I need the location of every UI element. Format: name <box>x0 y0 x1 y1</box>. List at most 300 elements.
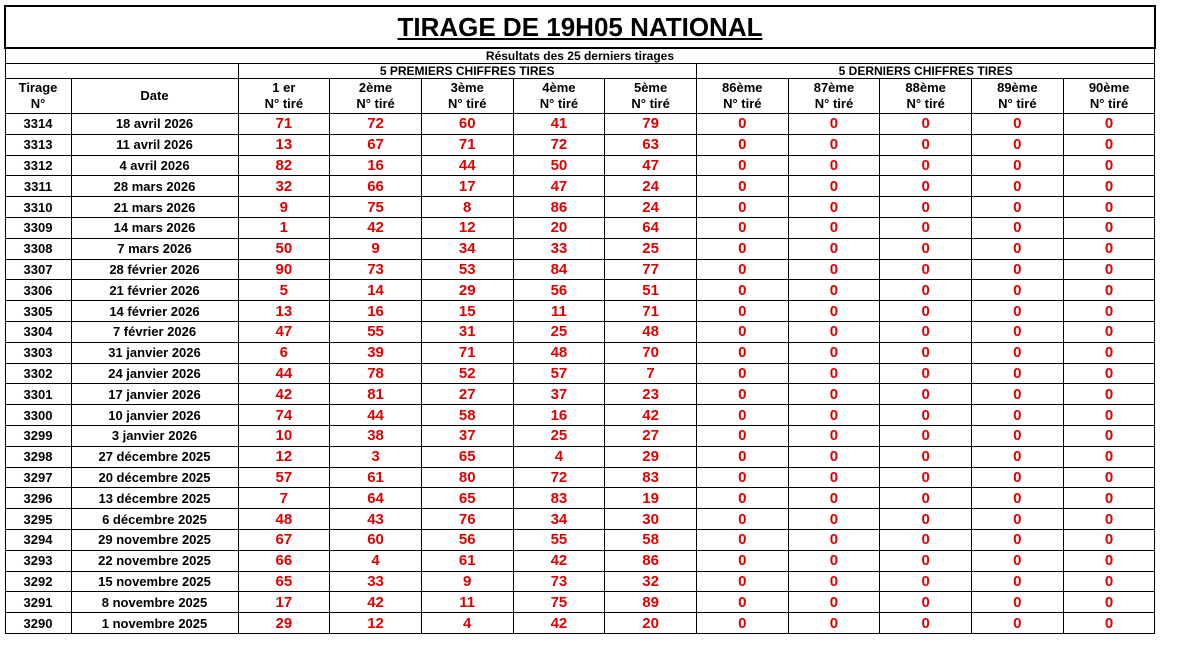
drawn-number: 0 <box>696 384 788 405</box>
drawn-number: 7 <box>238 488 330 509</box>
drawn-number: 0 <box>1063 301 1155 322</box>
header-col-label: N° tiré <box>356 96 395 111</box>
drawn-number: 11 <box>513 301 605 322</box>
drawn-number: 6 <box>238 342 330 363</box>
drawn-number: 71 <box>238 114 330 135</box>
draw-date: 14 mars 2026 <box>71 217 238 238</box>
drawn-number: 29 <box>238 613 330 634</box>
drawn-number: 27 <box>605 425 697 446</box>
drawn-number: 0 <box>880 134 972 155</box>
drawn-number: 66 <box>238 550 330 571</box>
drawn-number: 44 <box>421 155 513 176</box>
draw-date: 27 décembre 2025 <box>71 446 238 467</box>
header-col-8 <box>880 79 972 114</box>
drawn-number: 31 <box>421 321 513 342</box>
drawn-number: 0 <box>880 571 972 592</box>
header-col-label: N° tiré <box>264 96 304 111</box>
drawn-number: 0 <box>880 321 972 342</box>
drawn-number: 32 <box>605 571 697 592</box>
draw-date: 15 novembre 2025 <box>71 571 238 592</box>
drawn-number: 0 <box>696 197 788 218</box>
drawn-number: 0 <box>880 342 972 363</box>
drawn-number: 77 <box>605 259 697 280</box>
tirage-number: 3312 <box>5 155 71 176</box>
drawn-number: 61 <box>421 550 513 571</box>
header-col-rank: 88ème <box>905 80 946 95</box>
drawn-number: 8 <box>421 197 513 218</box>
drawn-number: 0 <box>696 176 788 197</box>
header-col-label: N° tiré <box>998 96 1037 111</box>
drawn-number: 0 <box>788 446 880 467</box>
group-header-last: 5 DERNIERS CHIFFRES TIRES <box>696 64 1155 79</box>
drawn-number: 9 <box>330 238 422 259</box>
drawn-number: 0 <box>788 529 880 550</box>
table-row <box>5 363 1155 384</box>
drawn-number: 24 <box>605 197 697 218</box>
drawn-number: 63 <box>605 134 697 155</box>
drawn-number: 0 <box>696 550 788 571</box>
drawn-number: 38 <box>330 425 422 446</box>
page-title: TIRAGE DE 19H05 NATIONAL <box>5 6 1155 48</box>
header-col-rank: 86ème <box>722 80 763 95</box>
table-row <box>5 321 1155 342</box>
drawn-number: 13 <box>238 301 330 322</box>
tirage-number: 3291 <box>5 592 71 613</box>
table-row <box>5 301 1155 322</box>
drawn-number: 47 <box>513 176 605 197</box>
drawn-number: 0 <box>1063 571 1155 592</box>
drawn-number: 23 <box>605 384 697 405</box>
drawn-number: 75 <box>330 197 422 218</box>
drawn-number: 0 <box>696 134 788 155</box>
drawn-number: 10 <box>238 425 330 446</box>
header-col-label: N° tiré <box>448 96 487 111</box>
table-row <box>5 384 1155 405</box>
drawn-number: 11 <box>421 592 513 613</box>
drawn-number: 65 <box>421 446 513 467</box>
drawn-number: 0 <box>972 321 1064 342</box>
drawn-number: 13 <box>238 134 330 155</box>
drawn-number: 64 <box>330 488 422 509</box>
drawn-number: 0 <box>1063 529 1155 550</box>
drawn-number: 3 <box>330 446 422 467</box>
drawn-number: 84 <box>513 259 605 280</box>
tirage-number: 3301 <box>5 384 71 405</box>
drawn-number: 0 <box>696 592 788 613</box>
drawn-number: 0 <box>1063 446 1155 467</box>
drawn-number: 0 <box>972 529 1064 550</box>
drawn-number: 0 <box>696 467 788 488</box>
header-col-1 <box>238 79 330 114</box>
drawn-number: 0 <box>972 509 1064 530</box>
drawn-number: 34 <box>513 509 605 530</box>
drawn-number: 0 <box>696 613 788 634</box>
drawn-number: 16 <box>513 405 605 426</box>
drawn-number: 25 <box>605 238 697 259</box>
drawn-number: 67 <box>238 529 330 550</box>
header-tirage-line2: N° <box>30 96 46 111</box>
drawn-number: 60 <box>330 529 422 550</box>
drawn-number: 7 <box>605 363 697 384</box>
table-row <box>5 342 1155 363</box>
drawn-number: 0 <box>696 571 788 592</box>
drawn-number: 0 <box>788 405 880 426</box>
drawn-number: 0 <box>1063 384 1155 405</box>
drawn-number: 42 <box>238 384 330 405</box>
group-header-blank <box>5 64 238 79</box>
drawn-number: 0 <box>972 405 1064 426</box>
drawn-number: 53 <box>421 259 513 280</box>
drawn-number: 0 <box>788 155 880 176</box>
drawn-number: 81 <box>330 384 422 405</box>
table-row <box>5 425 1155 446</box>
drawn-number: 0 <box>972 301 1064 322</box>
drawn-number: 17 <box>421 176 513 197</box>
drawn-number: 0 <box>880 509 972 530</box>
header-col-label: N° tiré <box>814 96 854 111</box>
draw-date: 14 février 2026 <box>71 301 238 322</box>
tirage-number: 3311 <box>5 176 71 197</box>
drawn-number: 19 <box>605 488 697 509</box>
header-col-rank: 5ème <box>633 80 668 95</box>
drawn-number: 0 <box>972 280 1064 301</box>
drawn-number: 0 <box>788 197 880 218</box>
draw-date: 22 novembre 2025 <box>71 550 238 571</box>
drawn-number: 71 <box>421 342 513 363</box>
drawn-number: 43 <box>330 509 422 530</box>
header-col-3 <box>421 79 513 114</box>
drawn-number: 0 <box>972 384 1064 405</box>
drawn-number: 0 <box>972 488 1064 509</box>
drawn-number: 37 <box>421 425 513 446</box>
draw-date: 24 janvier 2026 <box>71 363 238 384</box>
table-row <box>5 529 1155 550</box>
drawn-number: 0 <box>972 467 1064 488</box>
drawn-number: 0 <box>788 613 880 634</box>
drawn-number: 66 <box>330 176 422 197</box>
drawn-number: 55 <box>330 321 422 342</box>
drawn-number: 9 <box>421 571 513 592</box>
drawn-number: 0 <box>696 446 788 467</box>
drawn-number: 51 <box>605 280 697 301</box>
drawn-number: 0 <box>696 238 788 259</box>
draw-date: 21 mars 2026 <box>71 197 238 218</box>
table-row <box>5 592 1155 613</box>
header-col-9 <box>972 79 1064 114</box>
drawn-number: 37 <box>513 384 605 405</box>
tirage-number: 3313 <box>5 134 71 155</box>
tirage-number: 3300 <box>5 405 71 426</box>
group-header-first: 5 PREMIERS CHIFFRES TIRES <box>238 64 696 79</box>
drawn-number: 86 <box>513 197 605 218</box>
drawn-number: 80 <box>421 467 513 488</box>
drawn-number: 0 <box>972 425 1064 446</box>
drawn-number: 0 <box>696 280 788 301</box>
drawn-number: 74 <box>238 405 330 426</box>
tirage-number: 3314 <box>5 114 71 135</box>
drawn-number: 0 <box>788 280 880 301</box>
drawn-number: 0 <box>1063 488 1155 509</box>
drawn-number: 0 <box>1063 550 1155 571</box>
drawn-number: 34 <box>421 238 513 259</box>
drawn-number: 0 <box>880 529 972 550</box>
drawn-number: 0 <box>880 467 972 488</box>
drawn-number: 16 <box>330 155 422 176</box>
tirage-number: 3298 <box>5 446 71 467</box>
draw-date: 29 novembre 2025 <box>71 529 238 550</box>
header-col-rank: 89ème <box>997 80 1038 95</box>
drawn-number: 0 <box>1063 197 1155 218</box>
table-row <box>5 571 1155 592</box>
drawn-number: 24 <box>605 176 697 197</box>
drawn-number: 0 <box>696 259 788 280</box>
drawn-number: 0 <box>696 509 788 530</box>
drawn-number: 0 <box>972 446 1064 467</box>
drawn-number: 0 <box>1063 405 1155 426</box>
drawn-number: 42 <box>605 405 697 426</box>
header-date: Date <box>71 79 238 114</box>
drawn-number: 0 <box>972 134 1064 155</box>
tirage-number: 3308 <box>5 238 71 259</box>
drawn-number: 0 <box>788 384 880 405</box>
drawn-number: 0 <box>696 321 788 342</box>
drawn-number: 0 <box>880 259 972 280</box>
drawn-number: 0 <box>788 321 880 342</box>
draw-date: 3 janvier 2026 <box>71 425 238 446</box>
tirage-number: 3292 <box>5 571 71 592</box>
table-row <box>5 550 1155 571</box>
drawn-number: 0 <box>1063 425 1155 446</box>
header-col-rank: 4ème <box>542 80 576 95</box>
drawn-number: 64 <box>605 217 697 238</box>
table-row <box>5 155 1155 176</box>
header-col-rank: 90ème <box>1088 80 1130 95</box>
drawn-number: 50 <box>513 155 605 176</box>
draw-date: 28 février 2026 <box>71 259 238 280</box>
drawn-number: 0 <box>880 114 972 135</box>
drawn-number: 83 <box>605 467 697 488</box>
header-col-label: N° tiré <box>631 96 670 111</box>
drawn-number: 57 <box>238 467 330 488</box>
header-col-label: N° tiré <box>1089 96 1129 111</box>
drawn-number: 0 <box>788 301 880 322</box>
drawn-number: 0 <box>696 217 788 238</box>
draw-date: 10 janvier 2026 <box>71 405 238 426</box>
drawn-number: 83 <box>513 488 605 509</box>
drawn-number: 29 <box>605 446 697 467</box>
draw-date: 20 décembre 2025 <box>71 467 238 488</box>
drawn-number: 73 <box>330 259 422 280</box>
drawn-number: 0 <box>972 550 1064 571</box>
drawn-number: 0 <box>788 217 880 238</box>
drawn-number: 4 <box>421 613 513 634</box>
drawn-number: 78 <box>330 363 422 384</box>
tirage-number: 3307 <box>5 259 71 280</box>
drawn-number: 12 <box>330 613 422 634</box>
draw-date: 17 janvier 2026 <box>71 384 238 405</box>
tirage-number: 3304 <box>5 321 71 342</box>
drawn-number: 50 <box>238 238 330 259</box>
header-col-2 <box>330 79 422 114</box>
drawn-number: 4 <box>513 446 605 467</box>
drawn-number: 0 <box>880 592 972 613</box>
drawn-number: 33 <box>513 238 605 259</box>
drawn-number: 0 <box>696 425 788 446</box>
header-col-rank: 2ème <box>358 80 393 95</box>
header-col-label: N° tiré <box>723 96 762 111</box>
drawn-number: 0 <box>788 238 880 259</box>
tirage-number: 3302 <box>5 363 71 384</box>
table-row <box>5 176 1155 197</box>
drawn-number: 42 <box>330 217 422 238</box>
drawn-number: 0 <box>972 238 1064 259</box>
drawn-number: 0 <box>972 114 1064 135</box>
drawn-number: 0 <box>972 217 1064 238</box>
drawn-number: 0 <box>788 509 880 530</box>
draw-date: 21 février 2026 <box>71 280 238 301</box>
drawn-number: 55 <box>513 529 605 550</box>
drawn-number: 0 <box>1063 176 1155 197</box>
table-row <box>5 613 1155 634</box>
drawn-number: 15 <box>421 301 513 322</box>
drawn-number: 9 <box>238 197 330 218</box>
table-row <box>5 509 1155 530</box>
drawn-number: 0 <box>696 114 788 135</box>
drawn-number: 56 <box>513 280 605 301</box>
drawn-number: 47 <box>605 155 697 176</box>
drawn-number: 61 <box>330 467 422 488</box>
drawn-number: 0 <box>788 592 880 613</box>
table-row <box>5 238 1155 259</box>
drawn-number: 0 <box>696 363 788 384</box>
drawn-number: 0 <box>880 405 972 426</box>
tirage-number: 3297 <box>5 467 71 488</box>
table-row <box>5 280 1155 301</box>
drawn-number: 0 <box>696 301 788 322</box>
drawn-number: 70 <box>605 342 697 363</box>
header-col-5 <box>605 79 697 114</box>
drawn-number: 65 <box>421 488 513 509</box>
drawn-number: 0 <box>788 176 880 197</box>
drawn-number: 0 <box>1063 363 1155 384</box>
drawn-number: 42 <box>513 550 605 571</box>
drawn-number: 0 <box>788 342 880 363</box>
drawn-number: 20 <box>513 217 605 238</box>
tirage-number: 3310 <box>5 197 71 218</box>
tirage-number: 3290 <box>5 613 71 634</box>
drawn-number: 0 <box>972 176 1064 197</box>
table-row <box>5 114 1155 135</box>
table-row <box>5 488 1155 509</box>
drawn-number: 4 <box>330 550 422 571</box>
drawn-number: 89 <box>605 592 697 613</box>
header-col-10 <box>1063 79 1155 114</box>
drawn-number: 60 <box>421 114 513 135</box>
header-col-label: N° tiré <box>906 96 945 111</box>
drawn-number: 0 <box>1063 259 1155 280</box>
header-tirage <box>5 79 71 114</box>
drawn-number: 48 <box>513 342 605 363</box>
header-col-4 <box>513 79 605 114</box>
tirage-number: 3293 <box>5 550 71 571</box>
header-col-6 <box>696 79 788 114</box>
drawn-number: 58 <box>421 405 513 426</box>
tirage-number: 3299 <box>5 425 71 446</box>
tirage-number: 3294 <box>5 529 71 550</box>
draw-date: 7 mars 2026 <box>71 238 238 259</box>
drawn-number: 0 <box>1063 467 1155 488</box>
drawn-number: 71 <box>605 301 697 322</box>
drawn-number: 0 <box>1063 155 1155 176</box>
drawn-number: 57 <box>513 363 605 384</box>
drawn-number: 0 <box>880 155 972 176</box>
drawn-number: 0 <box>1063 592 1155 613</box>
drawn-number: 0 <box>880 363 972 384</box>
drawn-number: 42 <box>513 613 605 634</box>
drawn-number: 27 <box>421 384 513 405</box>
drawn-number: 0 <box>972 342 1064 363</box>
drawn-number: 75 <box>513 592 605 613</box>
drawn-number: 0 <box>696 342 788 363</box>
results-body <box>5 114 1155 634</box>
drawn-number: 0 <box>880 425 972 446</box>
draw-date: 7 février 2026 <box>71 321 238 342</box>
draw-date: 4 avril 2026 <box>71 155 238 176</box>
header-col-rank: 87ème <box>813 80 855 95</box>
drawn-number: 12 <box>238 446 330 467</box>
drawn-number: 0 <box>972 592 1064 613</box>
draw-date: 28 mars 2026 <box>71 176 238 197</box>
drawn-number: 30 <box>605 509 697 530</box>
drawn-number: 5 <box>238 280 330 301</box>
drawn-number: 0 <box>788 363 880 384</box>
drawn-number: 86 <box>605 550 697 571</box>
drawn-number: 0 <box>788 114 880 135</box>
tirage-number: 3295 <box>5 509 71 530</box>
drawn-number: 0 <box>1063 613 1155 634</box>
tirage-number: 3296 <box>5 488 71 509</box>
results-table <box>4 5 1156 634</box>
tirage-number: 3309 <box>5 217 71 238</box>
drawn-number: 12 <box>421 217 513 238</box>
drawn-number: 56 <box>421 529 513 550</box>
drawn-number: 0 <box>788 571 880 592</box>
drawn-number: 76 <box>421 509 513 530</box>
tirage-number: 3305 <box>5 301 71 322</box>
drawn-number: 32 <box>238 176 330 197</box>
table-row <box>5 134 1155 155</box>
drawn-number: 65 <box>238 571 330 592</box>
drawn-number: 0 <box>788 488 880 509</box>
drawn-number: 0 <box>1063 238 1155 259</box>
drawn-number: 0 <box>1063 280 1155 301</box>
drawn-number: 0 <box>788 467 880 488</box>
drawn-number: 0 <box>696 155 788 176</box>
drawn-number: 0 <box>696 405 788 426</box>
results-sheet <box>4 5 1154 634</box>
drawn-number: 44 <box>330 405 422 426</box>
drawn-number: 33 <box>330 571 422 592</box>
header-col-label: N° tiré <box>539 96 579 111</box>
tirage-number: 3303 <box>5 342 71 363</box>
table-row <box>5 217 1155 238</box>
table-row <box>5 197 1155 218</box>
drawn-number: 72 <box>330 114 422 135</box>
drawn-number: 0 <box>1063 134 1155 155</box>
drawn-number: 25 <box>513 321 605 342</box>
drawn-number: 67 <box>330 134 422 155</box>
drawn-number: 82 <box>238 155 330 176</box>
